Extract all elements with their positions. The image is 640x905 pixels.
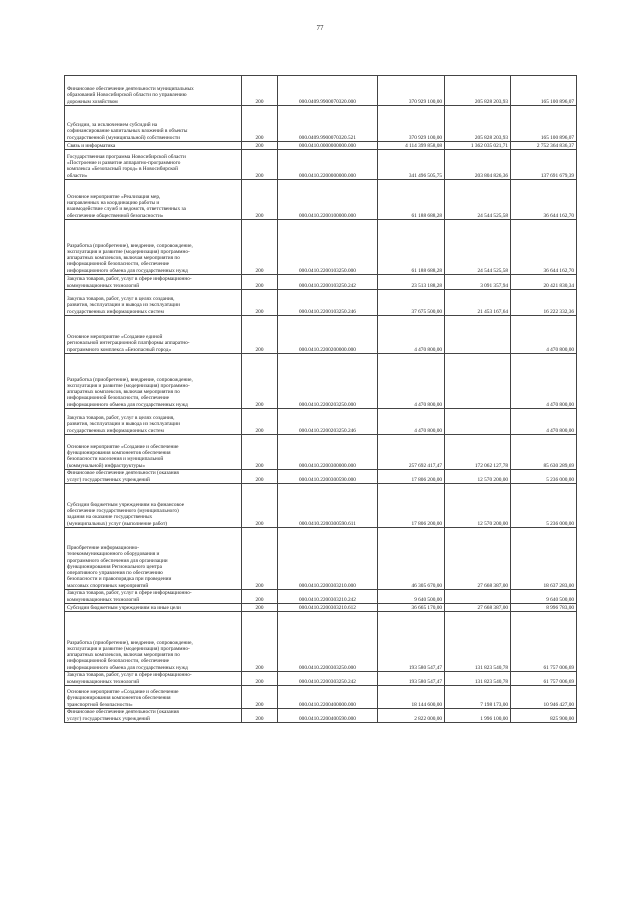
row-code-classification: 000.0410.2200300590.611 [278,484,378,528]
row-name [65,709,242,723]
row-name-line: транспортной безопасности» [67,701,133,708]
row-name-line: области» [67,172,88,179]
row-name-line: информационной безопасности, обеспечение [67,658,170,665]
row-value-executed: 131 823 540,78 [445,672,511,686]
row-name-line: Финансовое обеспечение деятельности (оказания [67,470,179,477]
row-value-executed [445,409,511,435]
row-value-approved: 17 806 200,00 [378,470,445,484]
row-name-line: телекоммуникационного оборудования и [67,551,160,558]
row-code-classification: 000.0410.2200303250.242 [278,672,378,686]
row-code-classification: 000.0409.9900070320.000 [278,76,378,106]
row-name-line: дорожным хозяйством [67,98,118,105]
row-code-admin: 200 [242,142,278,150]
row-value-remaining: 5 236 000,00 [511,484,577,528]
budget-table [64,75,577,723]
row-name-line: массовых спортивных мероприятий [67,582,149,589]
row-code-classification: 000.0410.2200303250.000 [278,612,378,672]
row-code-admin: 200 [242,484,278,528]
table-row [65,686,577,709]
row-name-line: Основное мероприятие «Создание и обеспечение [67,689,179,696]
row-name-line: эксплуатация и развитие (модернизация) программно- [67,382,190,389]
row-code-classification: 000.0410.2200303210.000 [278,528,378,590]
row-value-remaining: 4 470 800,00 [511,354,577,409]
row-name [65,672,242,686]
row-value-approved: 370 929 100,00 [378,76,445,106]
row-code-admin: 200 [242,354,278,409]
table-row [65,316,577,354]
row-value-executed: 12 570 200,00 [445,470,511,484]
row-value-remaining: 20 421 830,34 [511,275,577,290]
row-name-line: Субсидии бюджетным учреждениям на финансовое [67,501,185,508]
row-code-classification: 000.0410.2200400590.000 [278,709,378,723]
row-value-remaining: 8 996 783,00 [511,604,577,612]
row-name [65,220,242,275]
table-row [65,484,577,528]
row-code-admin: 200 [242,409,278,435]
row-name-line: Разработка (приобретение), внедрение, сопровождение, [67,242,193,249]
row-name [65,528,242,590]
row-value-remaining: 2 752 364 836,37 [511,142,577,150]
row-value-approved: 193 580 547,47 [378,612,445,672]
row-name [65,275,242,290]
budget-table-body [65,76,577,723]
row-name-line: Государственная программа Новосибирской области [67,153,186,160]
row-code-classification: 000.0410.2200303210.612 [278,604,378,612]
row-value-remaining: 36 644 162,70 [511,180,577,220]
row-value-executed: 7 198 173,00 [445,686,511,709]
table-row [65,709,577,723]
row-name [65,409,242,435]
table-row [65,180,577,220]
row-name-line: взаимодействие служб и ведомств, ответственных за [67,206,186,213]
row-name-line: (муниципальных) услуг (выполнение работ) [67,520,168,527]
row-code-classification: 000.0410.2200103250.246 [278,290,378,316]
row-value-executed: 1 362 035 021,71 [445,142,511,150]
row-name-line: функционирования Регионального центра [67,563,162,570]
table-row [65,672,577,686]
row-name-line: образований Новосибирской области по управлению [67,92,187,99]
row-name [65,316,242,354]
row-code-admin: 200 [242,275,278,290]
row-value-executed [445,590,511,604]
row-name-line: услуг) государственных учреждений [67,715,150,722]
row-name-line: государственной (муниципальной) собственности [67,134,181,141]
row-value-remaining: 85 630 289,69 [511,435,577,470]
row-value-executed: 3 091 357,94 [445,275,511,290]
row-value-executed [445,354,511,409]
row-name-line: безопасности и правопорядка при проведении [67,576,172,583]
row-code-admin: 200 [242,604,278,612]
row-name-line: функционирования компонентов обеспечения [67,695,171,702]
row-value-remaining: 61 757 006,69 [511,672,577,686]
row-value-executed: 205 828 203,93 [445,76,511,106]
row-value-approved: 17 806 200,00 [378,484,445,528]
row-code-admin: 200 [242,672,278,686]
row-code-admin: 200 [242,470,278,484]
row-value-approved: 36 665 170,00 [378,604,445,612]
row-name-line: функционирования компонентов обеспечения [67,450,171,457]
row-code-admin: 200 [242,528,278,590]
row-name [65,604,242,612]
row-code-classification: 000.0410.2200300000.000 [278,435,378,470]
row-value-remaining: 18 637 283,00 [511,528,577,590]
row-name-line: Закупка товаров, работ, услуг в сфере информационно- [67,672,192,679]
row-name-line: Основное мероприятие «Создание единой [67,334,163,341]
table-row [65,435,577,470]
row-code-admin: 200 [242,220,278,275]
row-name-line: Закупка товаров, работ, услуг в целях создания, [67,415,175,422]
row-name-line: услуг) государственных учреждений [67,476,150,483]
row-value-approved: 4 114 399 858,08 [378,142,445,150]
row-name [65,435,242,470]
row-code-admin: 200 [242,76,278,106]
table-row [65,470,577,484]
row-name-line: направленных на координацию работы и [67,200,160,207]
table-row [65,275,577,290]
row-name-line: развития, эксплуатации и вывода из эксплуатации [67,421,180,428]
row-name [65,106,242,142]
row-value-approved: 61 188 688,28 [378,180,445,220]
table-row [65,290,577,316]
table-row [65,354,577,409]
table-row [65,142,577,150]
row-name-line: Закупка товаров, работ, услуг в сфере информационно- [67,590,192,597]
row-code-admin: 200 [242,106,278,142]
table-row [65,604,577,612]
row-name-line: коммуникационных технологий [67,282,140,289]
row-name-line: Связь и информатика [67,142,116,149]
row-value-approved: 9 640 500,00 [378,590,445,604]
row-code-admin: 200 [242,290,278,316]
row-code-admin: 200 [242,590,278,604]
row-name-line: коммуникационных технологий [67,596,140,603]
table-row [65,76,577,106]
row-value-remaining: 825 900,00 [511,709,577,723]
row-value-remaining: 165 100 896,07 [511,76,577,106]
table-row [65,590,577,604]
row-value-approved: 37 675 500,00 [378,290,445,316]
row-name-line: эксплуатация и развитие (модернизация) программно- [67,645,190,652]
row-name [65,612,242,672]
table-row [65,528,577,590]
row-name-line: аппаратных комплексов, включая мероприятия по [67,255,180,262]
row-code-classification: 000.0410.2200400000.000 [278,686,378,709]
row-name-line: оперативного управления по обеспечению [67,570,163,577]
table-row [65,220,577,275]
row-value-approved: 257 692 417,47 [378,435,445,470]
row-name-line: комплекса «Безопасный город» в Новосибирской [67,166,179,173]
row-value-approved: 341 496 505,75 [378,150,445,180]
row-value-executed: 12 570 200,00 [445,484,511,528]
row-value-approved: 4 470 800,00 [378,409,445,435]
row-value-executed: 24 544 525,58 [445,180,511,220]
row-value-executed: 27 668 387,00 [445,604,511,612]
row-name-line: (коммунальной) инфраструктуры» [67,462,145,469]
row-code-classification: 000.0410.2200303210.242 [278,590,378,604]
row-code-classification: 000.0410.0000000000.000 [278,142,378,150]
row-name-line: аппаратных комплексов, включая мероприятия по [67,652,180,659]
row-code-classification: 000.0410.2200200000.000 [278,316,378,354]
row-name [65,354,242,409]
row-name-line: эксплуатация и развитие (модернизация) программно- [67,248,190,255]
table-row [65,612,577,672]
row-name [65,150,242,180]
row-name [65,290,242,316]
row-code-classification: 000.0410.2200103250.000 [278,220,378,275]
row-name-line: обеспечение общественной безопасности» [67,212,164,219]
page-number: 77 [316,24,324,32]
row-value-executed: 21 453 167,64 [445,290,511,316]
row-name-line: аппаратных комплексов, включая мероприятия по [67,389,180,396]
row-name-line: Финансовое обеспечение деятельности (оказания [67,709,179,716]
row-value-approved: 193 580 547,47 [378,672,445,686]
row-name-line: региональной интеграционной платформы аппаратно- [67,340,190,347]
row-name-line: государственных информационных систем [67,308,164,315]
row-name-line: Закупка товаров, работ, услуг в целях создания, [67,296,175,303]
row-value-executed: 1 996 100,00 [445,709,511,723]
row-name-line: развития, эксплуатации и вывода из эксплуатации [67,302,180,309]
row-value-remaining: 36 644 162,70 [511,220,577,275]
row-name-line: Основное мероприятие «Реализация мер, [67,193,161,200]
row-name-line: информационной безопасности, обеспечение [67,395,170,402]
row-value-executed: 131 823 540,78 [445,612,511,672]
row-value-remaining: 5 236 000,00 [511,470,577,484]
row-value-remaining: 9 640 500,00 [511,590,577,604]
row-name [65,590,242,604]
row-name-line: Субсидии, за исключением субсидий на [67,122,158,129]
row-value-remaining: 4 470 800,00 [511,316,577,354]
row-code-classification: 000.0410.2200300590.000 [278,470,378,484]
row-name-line: коммуникационных технологий [67,678,140,685]
row-value-approved: 4 470 800,00 [378,316,445,354]
row-name-line: безопасности населения и муниципальной [67,456,164,463]
row-value-remaining: 61 757 006,69 [511,612,577,672]
row-code-admin: 200 [242,709,278,723]
table-row [65,106,577,142]
row-value-approved: 2 822 000,00 [378,709,445,723]
row-name-line: Основное мероприятие «Создание и обеспечение [67,443,179,450]
row-code-admin: 200 [242,686,278,709]
row-code-admin: 200 [242,612,278,672]
row-value-approved: 370 929 100,00 [378,106,445,142]
row-name-line: информационного обмена для государственных нужд [67,267,188,274]
table-row [65,409,577,435]
row-value-approved: 4 470 800,00 [378,354,445,409]
row-name-line: Закупка товаров, работ, услуг в сфере информационно- [67,276,192,283]
row-value-executed: 24 544 525,58 [445,220,511,275]
row-name-line: информационного обмена для государственных нужд [67,401,188,408]
row-name [65,484,242,528]
row-code-admin: 200 [242,435,278,470]
row-value-remaining: 4 470 800,00 [511,409,577,435]
row-code-classification: 000.0410.2200100000.000 [278,180,378,220]
row-name-line: программного обеспечения для организации [67,557,168,564]
row-code-classification: 000.0410.2200000000.000 [278,150,378,180]
row-value-executed: 27 668 387,00 [445,528,511,590]
row-code-classification: 000.0409.9900070320.521 [278,106,378,142]
row-value-remaining: 165 100 896,07 [511,106,577,142]
row-name [65,142,242,150]
row-name [65,686,242,709]
row-name-line: Приобретение информационно- [67,544,140,551]
table-row [65,150,577,180]
row-code-classification: 000.0410.2200203250.246 [278,409,378,435]
row-name-line: информационного обмена для государственных нужд [67,664,188,671]
row-value-executed: 205 828 203,93 [445,106,511,142]
row-name-line: Финансовое обеспечение деятельности муниципальных [67,86,194,93]
row-code-classification: 000.0410.2200103250.242 [278,275,378,290]
row-value-remaining: 16 222 332,36 [511,290,577,316]
row-value-approved: 18 144 600,00 [378,686,445,709]
row-value-remaining: 10 946 427,00 [511,686,577,709]
row-code-admin: 200 [242,180,278,220]
row-name [65,470,242,484]
row-value-remaining: 137 691 679,39 [511,150,577,180]
row-name-line: Разработка (приобретение), внедрение, сопровождение, [67,376,193,383]
row-name [65,180,242,220]
row-name-line: государственных информационных систем [67,427,164,434]
row-code-admin: 200 [242,150,278,180]
row-value-approved: 46 305 670,00 [378,528,445,590]
row-name [65,76,242,106]
row-code-admin: 200 [242,316,278,354]
row-value-approved: 23 513 188,28 [378,275,445,290]
row-name-line: Разработка (приобретение), внедрение, сопровождение, [67,639,193,646]
row-value-approved: 61 188 688,28 [378,220,445,275]
row-value-executed: 203 804 826,36 [445,150,511,180]
row-name-line: Субсидии бюджетным учреждениям на иные цели [67,604,181,611]
row-name-line: программного комплекса «Безопасный город» [67,346,172,353]
row-name-line: информационной безопасности, обеспечение [67,261,170,268]
row-name-line: «Построение и развитие аппаратно-программного [67,160,181,167]
row-value-executed: 172 062 127,78 [445,435,511,470]
row-value-executed [445,316,511,354]
row-name-line: задания на оказание государственных [67,514,153,521]
row-name-line: софинансирование капитальных вложений в объекты [67,128,188,135]
row-name-line: обеспечение государственного (муниципального) [67,508,179,515]
row-code-classification: 000.0410.2200203250.000 [278,354,378,409]
